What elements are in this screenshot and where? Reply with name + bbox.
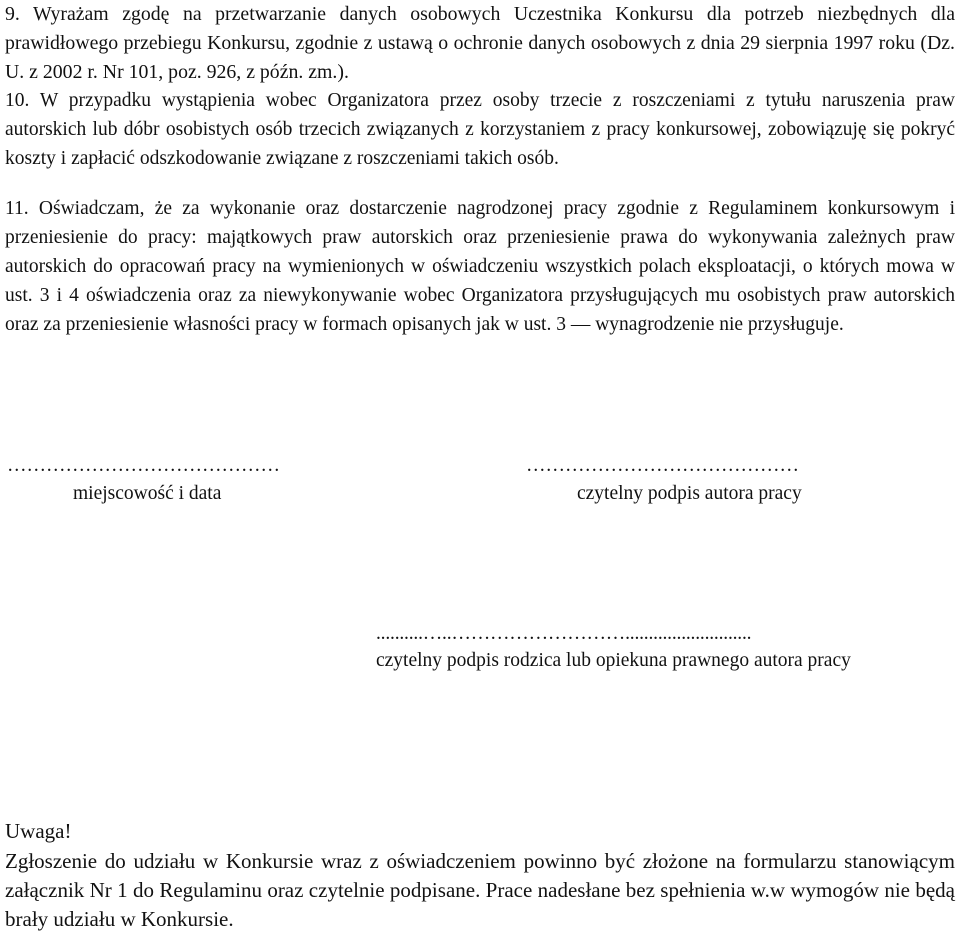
note-body: Zgłoszenie do udziału w Konkursie wraz z oświadczeniem powinno być złożone na formularzu stanowiącym załącznik Nr 1 do Regulaminu oraz czytelnie podpisane. Prace nadesłane bez spełnienia w.w wymogów nie będą brały udziału w Konkursie. <box>5 849 955 931</box>
parent-signature-label: czytelny podpis rodzica lub opiekuna prawnego autora pracy <box>376 650 851 671</box>
parent-signature-line: ..........…..………………………........................... <box>376 623 752 644</box>
author-signature-line: …………………………………… <box>526 455 799 476</box>
author-signature-label: czytelny podpis autora pracy <box>577 483 802 504</box>
note-title: Uwaga! <box>5 819 72 843</box>
clause-9: 9. Wyrażam zgodę na przetwarzanie danych osobowych Uczestnika Konkursu dla potrzeb niezbędnych dla prawidłowego przebiegu Konkursu, zgodnie z ustawą o ochronie danych osobowych z dnia 29 sierpnia 1997 roku (Dz. U. z 2002 r. Nr 101, poz. 926, z późn. zm.). <box>5 3 955 83</box>
place-date-signature-line: …………………………………… <box>7 455 280 476</box>
clause-11: 11. Oświadczam, że za wykonanie oraz dostarczenie nagrodzonej pracy zgodnie z Regulaminem konkursowym i przeniesienie do pracy: majątkowych praw autorskich oraz przeniesienie prawa do wykonywania zależnych praw autorskich do opracowań pracy na wymienionych w oświadczeniu wszystkich polach eksploatacji, o których mowa w ust. 3 i 4 oświadczenia oraz za niewykonywanie wobec Organizatora przysługujących mu osobistych praw autorskich oraz za przeniesienie własności pracy w formach opisanych jak w ust. 3 — wynagrodzenie nie przysługuje. <box>5 198 955 335</box>
clause-10: 10. W przypadku wystąpienia wobec Organizatora przez osoby trzecie z roszczeniami z tytułu naruszenia praw autorskich lub dóbr osobistych osób trzecich związanych z korzystaniem z pracy konkursowej, zobowiązuję się pokryć koszty i zapłacić odszkodowanie związane z roszczeniami takich osób. <box>5 90 955 169</box>
place-date-label: miejscowość i data <box>73 483 222 504</box>
